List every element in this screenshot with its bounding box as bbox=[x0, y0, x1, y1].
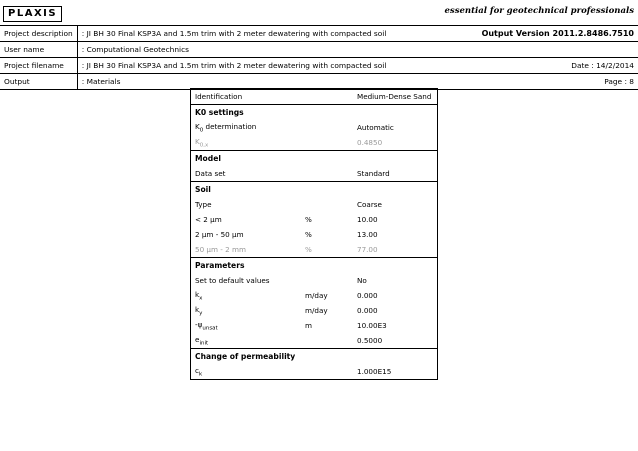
kx-unit: m/day bbox=[305, 291, 328, 300]
header-row-project-filename bbox=[0, 58, 638, 74]
report-date: Date : 14/2/2014 bbox=[448, 58, 638, 74]
fraction-unit: % bbox=[305, 245, 312, 254]
soil-type-label: Type bbox=[195, 200, 212, 209]
section-title: Model bbox=[191, 151, 438, 167]
identification-row bbox=[191, 89, 438, 105]
fraction-label: 2 μm - 50 μm bbox=[195, 230, 244, 239]
identification-value: Medium-Dense Sand bbox=[353, 89, 438, 105]
data-set-row bbox=[191, 166, 438, 182]
einit-value: 0.5000 bbox=[357, 336, 383, 345]
fraction-2-50-row bbox=[191, 227, 438, 242]
section-title: Change of permeability bbox=[191, 349, 438, 365]
header-value: : Computational Geotechnics bbox=[77, 42, 448, 58]
ky-value: 0.000 bbox=[357, 306, 378, 315]
ck-label: $c_k$ bbox=[195, 365, 203, 378]
tagline: essential for geotechnical professionals bbox=[444, 6, 634, 16]
fraction-label: < 2 μm bbox=[195, 215, 222, 224]
k0-determination-row bbox=[191, 120, 438, 135]
psi-unsat-value: 10.00E3 bbox=[357, 321, 387, 330]
section-k0-settings bbox=[191, 105, 438, 121]
psi-unsat-unit: m bbox=[305, 321, 313, 330]
psi-unsat-label: $-\psi_{unsat}$ bbox=[195, 319, 218, 332]
header-row-user-name bbox=[0, 42, 638, 58]
k0-determination-value: Automatic bbox=[357, 123, 394, 132]
psi-unsat-row bbox=[191, 318, 438, 333]
k0x-value: 0.4850 bbox=[357, 138, 383, 147]
header-label: User name bbox=[0, 42, 77, 58]
header-label: Output bbox=[0, 74, 77, 90]
fraction-value: 13.00 bbox=[357, 230, 378, 239]
k0-determination-label: $K_0$ determination bbox=[195, 121, 257, 134]
kx-label: $k_x$ bbox=[195, 289, 203, 302]
ky-row bbox=[191, 303, 438, 318]
plaxis-logo: PLAXIS bbox=[3, 6, 62, 22]
header-value: : Materials bbox=[77, 74, 448, 90]
k0x-row bbox=[191, 135, 438, 151]
fraction-lt2-row bbox=[191, 212, 438, 227]
output-version: Output Version 2011.2.8486.7510 bbox=[448, 26, 638, 42]
soil-type-value: Coarse bbox=[357, 200, 382, 209]
header-right bbox=[448, 42, 638, 58]
ky-unit: m/day bbox=[305, 306, 328, 315]
data-set-label: Data set bbox=[195, 169, 226, 178]
section-change-of-permeability bbox=[191, 349, 438, 365]
report-top-bar bbox=[0, 0, 638, 24]
header-value: : JI BH 30 Final KSP3A and 1.5m trim with 2 meter dewatering with compacted soil bbox=[77, 58, 448, 74]
kx-row bbox=[191, 288, 438, 303]
ky-label: $k_y$ bbox=[195, 304, 203, 317]
ck-row bbox=[191, 364, 438, 380]
data-set-value: Standard bbox=[357, 169, 390, 178]
section-title: Parameters bbox=[191, 258, 438, 274]
k0x-label: $K_{0,x}$ bbox=[195, 136, 209, 149]
kx-value: 0.000 bbox=[357, 291, 378, 300]
identification-label: Identification bbox=[191, 89, 302, 105]
einit-row bbox=[191, 333, 438, 349]
section-title: K0 settings bbox=[191, 105, 438, 121]
section-title: Soil bbox=[191, 182, 438, 198]
fraction-value: 77.00 bbox=[357, 245, 378, 254]
report-header-table bbox=[0, 25, 638, 90]
fraction-unit: % bbox=[305, 215, 312, 224]
fraction-label: 50 μm - 2 mm bbox=[195, 245, 247, 254]
material-table bbox=[190, 88, 438, 380]
section-soil bbox=[191, 182, 438, 198]
header-label: Project description bbox=[0, 26, 77, 42]
fraction-50-2mm-row bbox=[191, 242, 438, 258]
header-value: : JI BH 30 Final KSP3A and 1.5m trim with 2 meter dewatering with compacted soil bbox=[77, 26, 448, 42]
header-label: Project filename bbox=[0, 58, 77, 74]
fraction-value: 10.00 bbox=[357, 215, 378, 224]
soil-type-row bbox=[191, 197, 438, 212]
default-values-label: Set to default values bbox=[195, 276, 270, 285]
default-values-row bbox=[191, 273, 438, 288]
page-number: Page : 8 bbox=[448, 74, 638, 90]
fraction-unit: % bbox=[305, 230, 312, 239]
section-model bbox=[191, 151, 438, 167]
einit-label: $e_{init}$ bbox=[195, 334, 209, 347]
default-values-value: No bbox=[357, 276, 367, 285]
section-parameters bbox=[191, 258, 438, 274]
ck-value: 1.000E15 bbox=[357, 367, 392, 376]
header-row-project-description bbox=[0, 26, 638, 42]
